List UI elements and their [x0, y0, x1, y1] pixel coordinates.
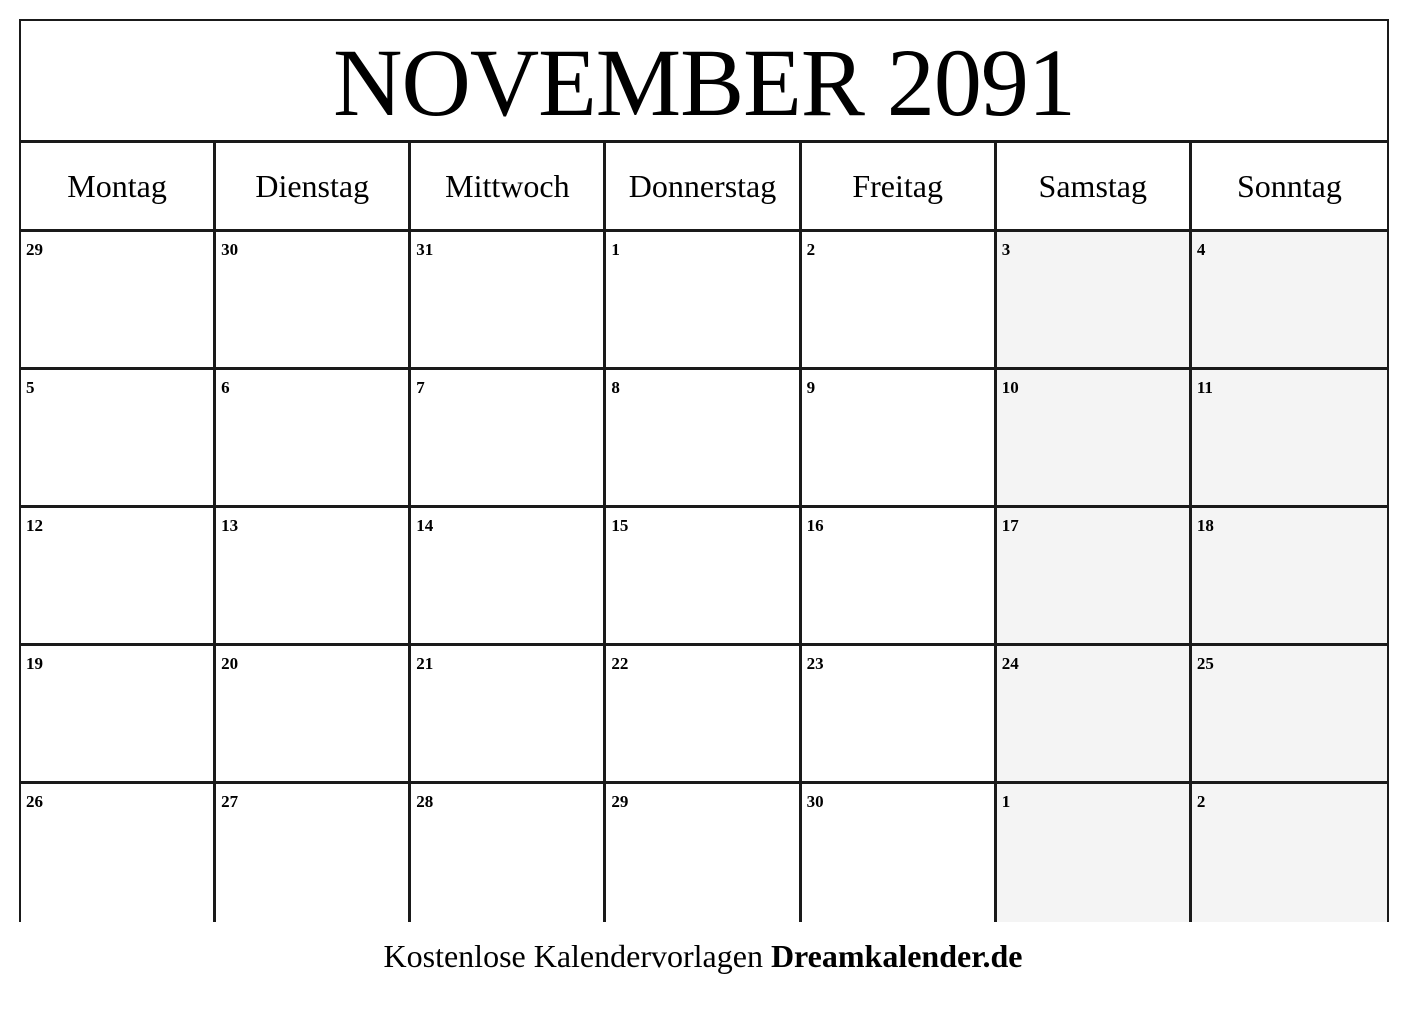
day-cell [802, 646, 997, 784]
day-number: 29 [611, 792, 629, 811]
day-cell [21, 370, 216, 508]
day-cell [21, 508, 216, 646]
day-cell [606, 784, 801, 922]
day-number: 31 [416, 240, 434, 259]
weekday-header: Freitag [802, 143, 997, 232]
day-number: 2 [1196, 792, 1206, 811]
day-cell [997, 508, 1192, 646]
weekday-header: Donnerstag [606, 143, 801, 232]
day-cell [216, 508, 411, 646]
day-cell [606, 646, 801, 784]
day-number: 18 [1196, 516, 1214, 535]
day-cell [21, 646, 216, 784]
day-cell [411, 784, 606, 922]
day-cell [606, 508, 801, 646]
weekday-header: Mittwoch [411, 143, 606, 232]
day-number: 26 [26, 792, 43, 811]
day-number: 17 [1001, 516, 1019, 535]
day-cell [411, 232, 606, 370]
weekday-header: Montag [21, 143, 216, 232]
day-cell [1192, 784, 1387, 922]
day-number: 24 [1001, 654, 1019, 673]
day-cell [411, 370, 606, 508]
day-number: 1 [611, 240, 620, 259]
day-cell [216, 784, 411, 922]
day-number: 23 [806, 654, 824, 673]
day-cell [606, 232, 801, 370]
day-number: 6 [221, 378, 230, 397]
day-number: 19 [26, 654, 43, 673]
calendar [19, 19, 1389, 922]
day-number: 27 [221, 792, 239, 811]
day-cell [802, 508, 997, 646]
day-number: 16 [806, 516, 824, 535]
day-number: 25 [1196, 654, 1214, 673]
day-cell [216, 370, 411, 508]
weekday-header: Sonntag [1192, 143, 1387, 232]
calendar-title: NOVEMBER 2091 [333, 28, 1075, 136]
day-cell [1192, 646, 1387, 784]
day-cell [1192, 508, 1387, 646]
footer [0, 938, 1406, 975]
day-cell [411, 508, 606, 646]
day-number: 29 [26, 240, 43, 259]
day-cell [802, 232, 997, 370]
day-cell [606, 370, 801, 508]
day-number: 30 [806, 792, 824, 811]
day-cell [802, 784, 997, 922]
day-cell [1192, 370, 1387, 508]
day-number: 22 [611, 654, 629, 673]
day-number: 20 [221, 654, 239, 673]
day-number: 15 [611, 516, 629, 535]
weekday-header: Samstag [997, 143, 1192, 232]
day-number: 13 [221, 516, 239, 535]
day-number: 28 [416, 792, 434, 811]
footer-brand: Dreamkalender.de [770, 938, 1023, 974]
day-number: 30 [221, 240, 239, 259]
day-number: 11 [1196, 378, 1213, 397]
day-number: 1 [1001, 792, 1011, 811]
day-cell [1192, 232, 1387, 370]
day-number: 8 [611, 378, 620, 397]
day-cell [997, 370, 1192, 508]
day-number: 2 [806, 240, 816, 259]
day-number: 14 [416, 516, 434, 535]
day-number: 3 [1001, 240, 1011, 259]
day-cell [21, 784, 216, 922]
day-cell [21, 232, 216, 370]
weekday-header: Dienstag [216, 143, 411, 232]
day-number: 10 [1001, 378, 1019, 397]
day-cell [802, 370, 997, 508]
footer-text: Kostenlose Kalendervorlagen [383, 938, 763, 974]
day-cell [216, 232, 411, 370]
day-cell [997, 784, 1192, 922]
day-cell [997, 232, 1192, 370]
day-cell [216, 646, 411, 784]
title-bar [21, 21, 1387, 143]
day-number: 21 [416, 654, 434, 673]
day-number: 9 [806, 378, 816, 397]
day-cell [411, 646, 606, 784]
calendar-grid [21, 143, 1387, 920]
day-number: 12 [26, 516, 43, 535]
day-number: 5 [26, 378, 35, 397]
day-number: 4 [1196, 240, 1206, 259]
day-number: 7 [416, 378, 425, 397]
day-cell [997, 646, 1192, 784]
